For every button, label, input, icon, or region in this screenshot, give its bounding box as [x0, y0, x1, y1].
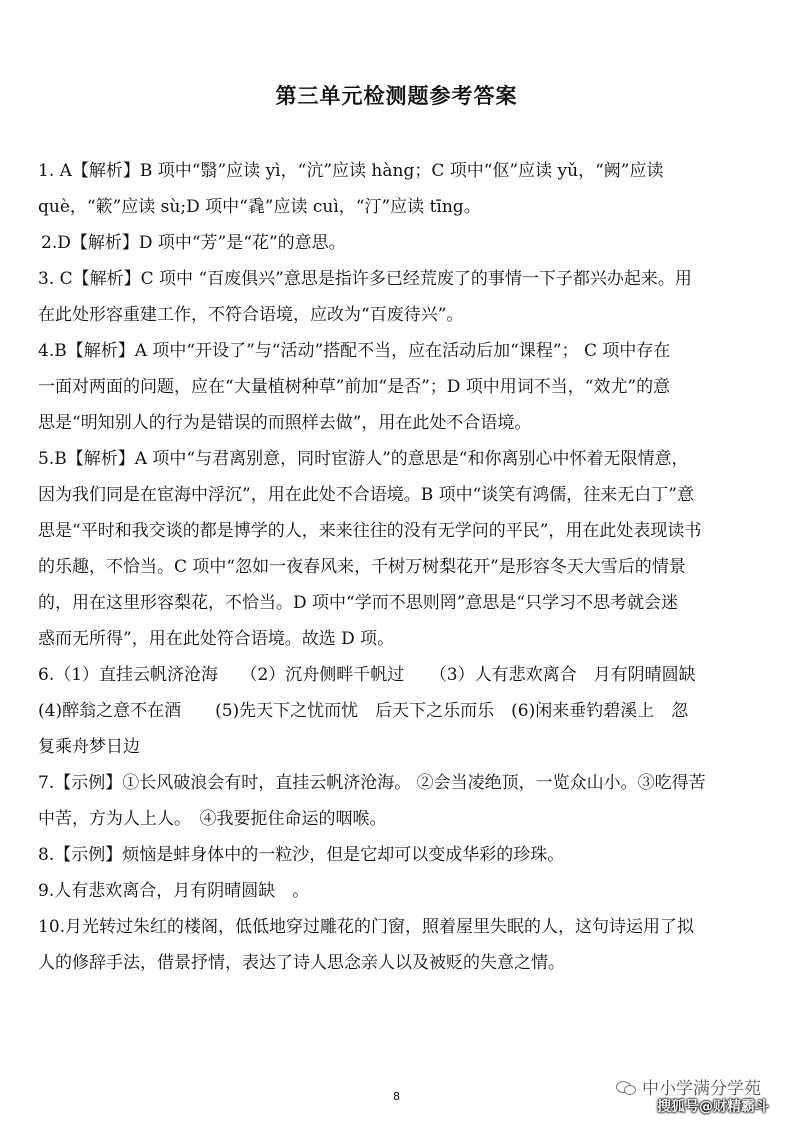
- answer-item: [38, 261, 773, 333]
- answer-item: [38, 333, 773, 441]
- answer-item: [38, 441, 773, 657]
- answer-line: 人的修辞手法，借景抒情，表达了诗人思念亲人以及被贬的失意之情。: [38, 953, 565, 973]
- answer-line: 思是“平时和我交谈的都是博学的人，来来往往的没有无学问的平民”，用在此处表现读书: [38, 521, 702, 541]
- wechat-icon: [616, 1079, 636, 1095]
- answer-line: 的，用在这里形容梨花，不恰当。D 项中“学而不思则罔”意思是“只学习不思考就会迷: [38, 593, 679, 613]
- answer-item: [38, 765, 773, 837]
- answer-line: 复乘舟梦日边: [38, 737, 140, 757]
- answer-line: 1. A【解析】B 项中“翳”应读 yì，“沆”应读 hàng；C 项中“伛”应读 yǔ，“阙”应读: [38, 161, 664, 181]
- answer-line: 2.D【解析】D 项中“芳”是“花”的意思。: [41, 233, 346, 253]
- answer-line: 中苦，方为人上人。 ④我要扼住命运的咽喉。: [38, 809, 387, 829]
- answer-line: (4)醉翁之意不在酒 (5)先天下之忧而忧 后天下之乐而乐 (6)闲来垂钓碧溪上 忽: [38, 701, 689, 721]
- page-title: 第三单元检测题参考答案: [275, 84, 518, 108]
- answer-line: 因为我们同是在宦海中浮沉”，用在此处不合语境。B 项中“谈笑有鸿儒，往来无白丁”意: [38, 485, 694, 505]
- answer-line: 惑而无所得”，用在此处符合语境。故选 D 项。: [38, 629, 395, 649]
- answer-line: 6.（1）直挂云帆济沧海 （2）沉舟侧畔千帆过 （3）人有悲欢离合 月有阴晴圆缺: [38, 665, 696, 685]
- answer-item: [38, 837, 773, 873]
- answer-item: [38, 909, 773, 981]
- answer-line: què，“簌”应读 sù;D 项中“毳”应读 cuì，“汀”应读 tīng。: [38, 197, 481, 217]
- answer-line: 7.【示例】①长风破浪会有时，直挂云帆济沧海。 ②会当凌绝顶，一览众山小。③吃得苦: [38, 773, 706, 793]
- answer-line: 思是“明知别人的行为是错误的而照样去做”，用在此处不合语境。: [38, 413, 532, 433]
- answer-item: [38, 153, 773, 225]
- answer-line: 3. C【解析】C 项中 “百废俱兴”意思是指许多已经荒废了的事情一下子都兴办起来。用: [38, 269, 692, 289]
- watermark-sub: 搜狐号@财精霸斗: [657, 1099, 769, 1115]
- answer-item: [38, 657, 773, 765]
- page-number: 8: [393, 1090, 400, 1103]
- answer-line: 4.B【解析】A 项中“开设了”与“活动”搭配不当，应在活动后加“课程”； C 项中存在: [38, 341, 671, 361]
- answer-line: 8.【示例】烦恼是蚌身体中的一粒沙，但是它却可以变成华彩的珍珠。: [38, 845, 565, 865]
- answer-item: [38, 225, 773, 261]
- answer-line: 的乐趣，不恰当。C 项中“忽如一夜春风来，千树万树梨花开”是形容冬天大雪后的情景: [38, 557, 686, 577]
- answer-line: 一面对两面的问题，应在“大量植树种草”前加“是否”；D 项中用词不当，“效尤”的意: [38, 377, 671, 397]
- answer-list: [38, 153, 773, 981]
- answer-line: 10.月光转过朱红的楼阁，低低地穿过雕花的门窗，照着屋里失眠的人，这句诗运用了拟: [38, 917, 695, 937]
- answer-line: 9.人有悲欢离合，月有阴晴圆缺 。: [38, 881, 310, 901]
- answer-item: [38, 873, 773, 909]
- answer-line: 5.B【解析】A 项中“与君离别意，同时宦游人”的意思是“和你离别心中怀着无限情意，: [38, 449, 689, 469]
- watermark-name: 中小学满分学苑: [642, 1079, 761, 1099]
- answer-line: 在此处形容重建工作，不符合语境，应改为“百废待兴”。: [38, 305, 464, 325]
